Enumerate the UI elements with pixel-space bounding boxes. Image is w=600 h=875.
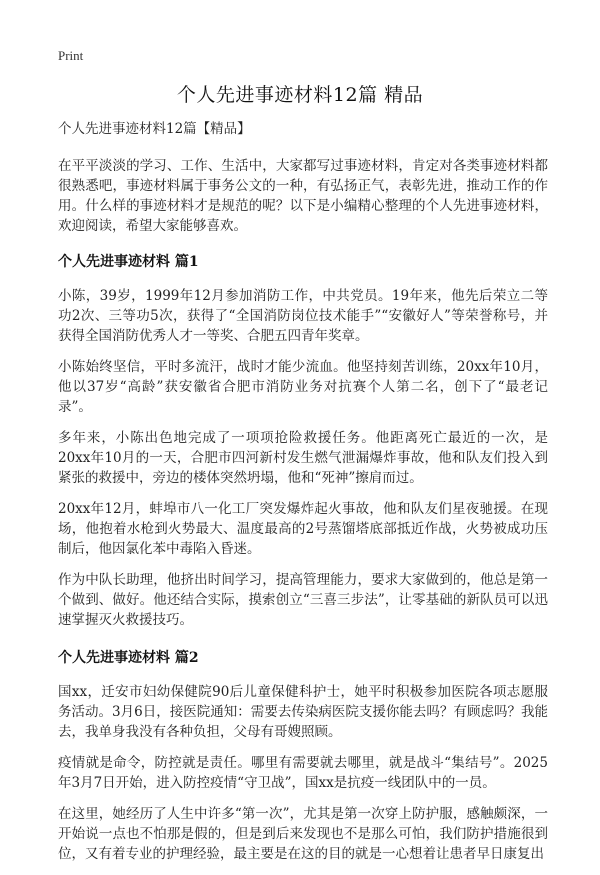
section-heading-2: 个人先进事迹材料 篇2 bbox=[58, 650, 199, 666]
section-2-paragraph: 在这里，她经历了人生中许多“第一次”，尤其是第一次穿上防护服，感触颇深，一开始说一点也不怕那是假的，但是到后来发现也不是那么可怕，我们防护措施很到位，又有着专业的护理经验，最主要是在这的目的就是一心想着让患者早日康复出 bbox=[58, 806, 548, 862]
document-body bbox=[58, 120, 548, 875]
section-heading-1: 个人先进事迹材料 篇1 bbox=[58, 254, 199, 270]
section-1-paragraph: 20xx年12月，蚌埠市八一化工厂突发爆炸起火事故，他和队友们星夜驰援。在现场，他抱着水枪到火势最大、温度最高的2号蒸馏塔底部抵近作战，火势被成功压制后，他因氯化苯中毒陷入昏迷。 bbox=[58, 501, 548, 557]
intro-paragraph: 在平平淡淡的学习、工作、生活中，大家都写过事迹材料，肯定对各类事迹材料都很熟悉吧，事迹材料属于事务公文的一种，有弘扬正气，表彰先进，推动工作的作用。什么样的事迹材料才是规范的呢？以下是小编精心整理的个人先进事迹材料，欢迎阅读，希望大家能够喜欢。 bbox=[58, 158, 548, 234]
document-subtitle: 个人先进事迹材料12篇【精品】 bbox=[58, 121, 251, 137]
section-1-paragraph: 小陈，39岁，1999年12月参加消防工作，中共党员。19年来，他先后荣立二等功2次、三等功5次，获得了“全国消防岗位技术能手”“安徽好人”等荣誉称号，并获得全国消防优秀人才一等奖、合肥五四青年奖章。 bbox=[58, 288, 548, 344]
print-label[interactable]: Print bbox=[58, 48, 84, 63]
document-title: 个人先进事迹材料12篇 精品 bbox=[176, 84, 424, 106]
section-1-paragraph: 作为中队长助理，他挤出时间学习，提高管理能力，要求大家做到的，他总是第一个做到、做好。他还结合实际，摸索创立“三喜三步法”，让零基础的新队员可以迅速掌握灭火救援技巧。 bbox=[58, 572, 548, 628]
section-1-paragraph: 小陈始终坚信，平时多流汗，战时才能少流血。他坚持刻苦训练，20xx年10月，他以37岁“高龄”获安徽省合肥市消防业务对抗赛个人第二名，创下了“最老记录”。 bbox=[58, 359, 548, 415]
section-2-paragraph: 疫情就是命令，防控就是责任。哪里有需要就去哪里，就是战斗“集结号”。2025年3月7日开始，进入防控疫情“守卫战”，国xx是抗疫一线团队中的一员。 bbox=[58, 755, 548, 791]
section-1-paragraph: 多年来，小陈出色地完成了一项项抢险救援任务。他距离死亡最近的一次，是20xx年10月的一天，合肥市四河新村发生燃气泄漏爆炸事故，他和队友们投入到紧张的救援中，旁边的楼体突然坍塌，他和“死神”擦肩而过。 bbox=[58, 430, 548, 486]
section-2-paragraph: 国xx，迁安市妇幼保健院90后儿童保健科护士，她平时积极参加医院各项志愿服务活动。3月6日，接医院通知：需要去传染病医院支援你能去吗？有顾虑吗？我能去，我单身我没有各种负担，父母有哥嫂照顾。 bbox=[58, 684, 548, 740]
